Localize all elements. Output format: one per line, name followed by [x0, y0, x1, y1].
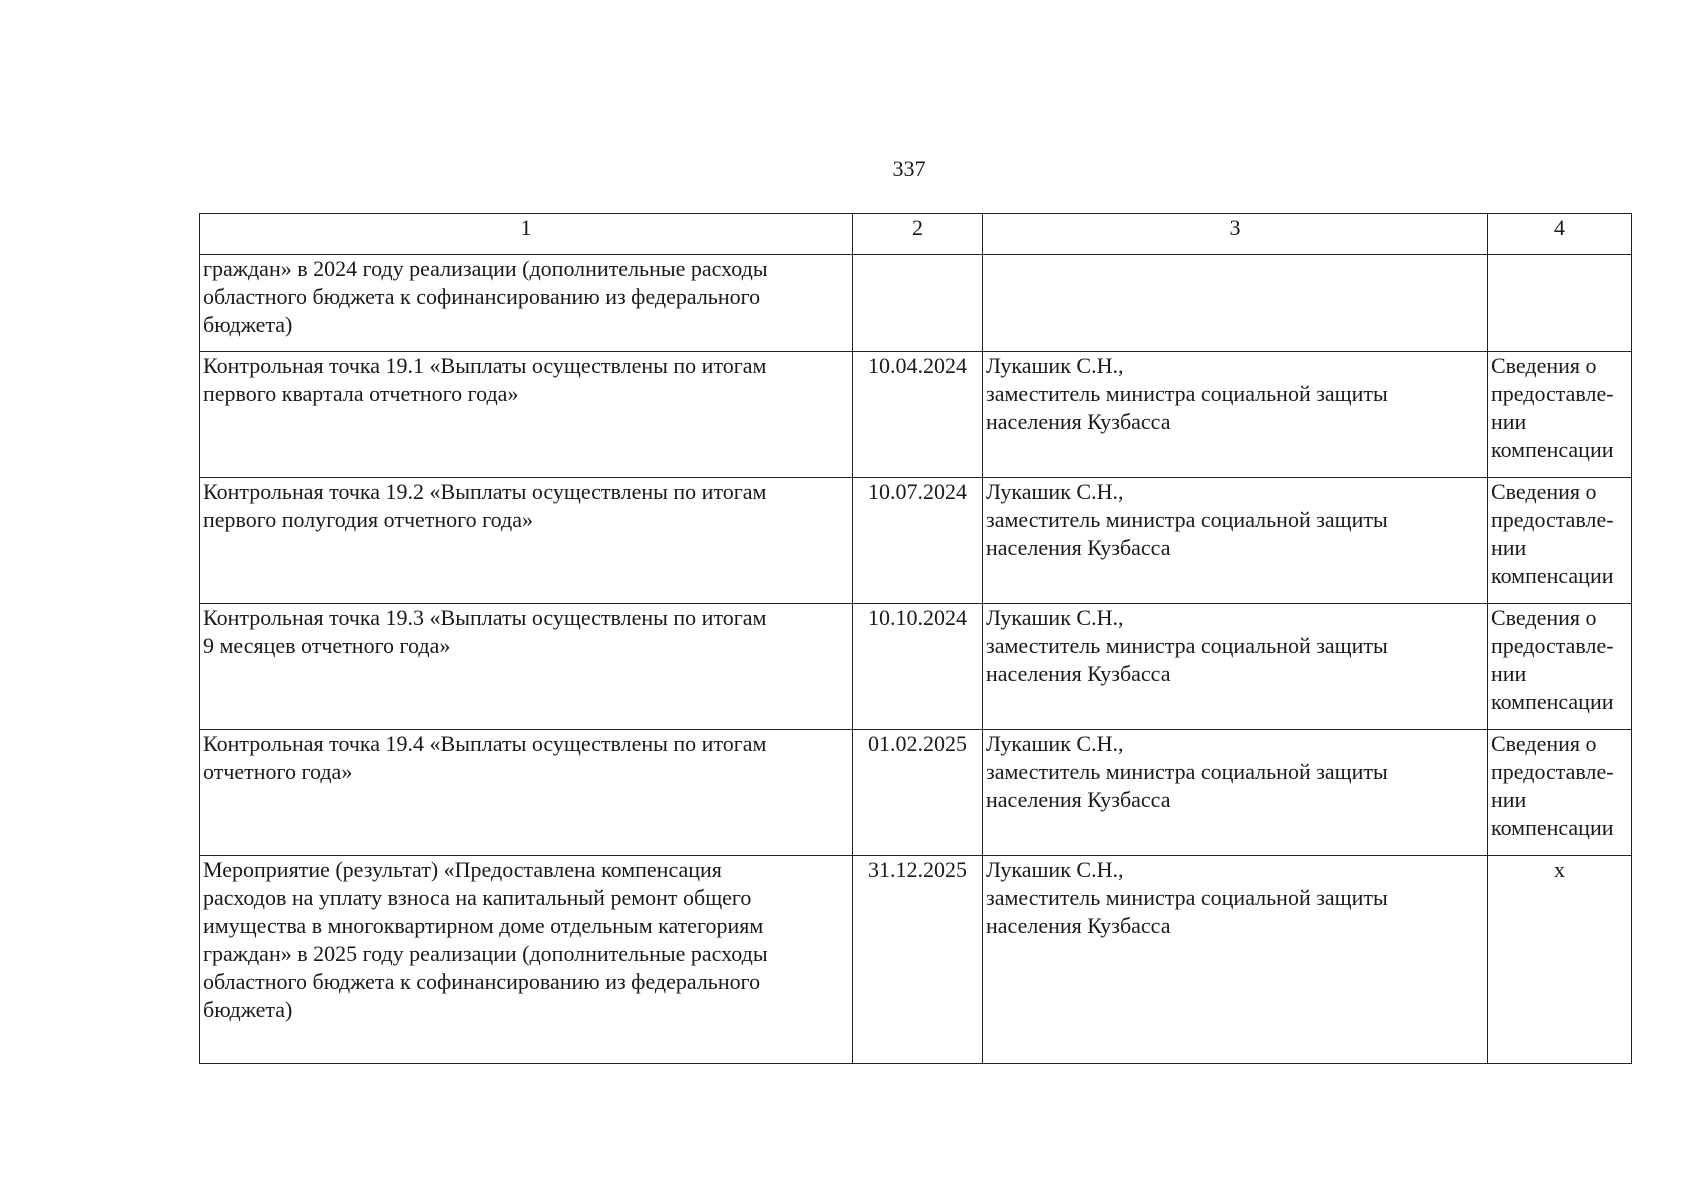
- cell-col4-line: Сведения о: [1491, 731, 1597, 756]
- cell-col1-line: расходов на уплату взноса на капитальный ремонт общего: [203, 885, 752, 910]
- cell-col3-line: заместитель министра социальной защиты: [986, 885, 1388, 910]
- cell-col1-line: Мероприятие (результат) «Предоставлена компенсация: [203, 857, 722, 882]
- page-number: 337: [892, 156, 926, 181]
- cell-col1-line: граждан» в 2025 году реализации (дополнительные расходы: [203, 941, 768, 966]
- cell-col4: [1488, 856, 1632, 1064]
- header-cell-col2: 2: [853, 214, 983, 255]
- cell-col1: [200, 255, 853, 352]
- cell-col4-line: компенсации: [1491, 437, 1614, 462]
- cell-col1-line: имущества в многоквартирном доме отдельным категориям: [203, 913, 764, 938]
- cell-col4-line: компенсации: [1491, 815, 1614, 840]
- cell-col4-line: предоставле-: [1491, 507, 1614, 532]
- cell-col3-line: Лукашик С.Н.,: [986, 353, 1124, 378]
- cell-col4: [1488, 352, 1632, 478]
- cell-col4-line: предоставле-: [1491, 633, 1614, 658]
- cell-col4-line: предоставле-: [1491, 381, 1614, 406]
- cell-col4-line: х: [1554, 857, 1565, 882]
- cell-col3-line: населения Кузбасса: [986, 409, 1171, 434]
- cell-col4-line: нии: [1491, 535, 1527, 560]
- cell-col1: [200, 730, 853, 856]
- cell-col4-line: нии: [1491, 409, 1527, 434]
- cell-col1-line: граждан» в 2024 году реализации (дополнительные расходы: [203, 256, 768, 281]
- cell-col2-date: 10.10.2024: [853, 604, 983, 730]
- cell-col1-line: первого квартала отчетного года»: [203, 381, 519, 406]
- cell-col1-line: бюджета): [203, 997, 293, 1022]
- cell-col1: [200, 604, 853, 730]
- table-row: [200, 478, 1632, 604]
- cell-col4-line: компенсации: [1491, 689, 1614, 714]
- cell-col3: [983, 730, 1488, 856]
- cell-col4-line: Сведения о: [1491, 605, 1597, 630]
- cell-col3-line: населения Кузбасса: [986, 787, 1171, 812]
- cell-col4: [1488, 730, 1632, 856]
- cell-col4-line: предоставле-: [1491, 759, 1614, 784]
- cell-col4: [1488, 604, 1632, 730]
- header-cell-col4: 4: [1488, 214, 1632, 255]
- table-row: [200, 604, 1632, 730]
- document-table: [199, 213, 1632, 1064]
- cell-col3-line: Лукашик С.Н.,: [986, 857, 1124, 882]
- cell-col3: [983, 856, 1488, 1064]
- table-header-row: [200, 214, 1632, 255]
- cell-col1: [200, 352, 853, 478]
- header-cell-col3: 3: [983, 214, 1488, 255]
- cell-col1-line: бюджета): [203, 312, 293, 337]
- cell-col3-line: заместитель министра социальной защиты: [986, 633, 1388, 658]
- cell-col3-line: населения Кузбасса: [986, 913, 1171, 938]
- cell-col1-line: областного бюджета к софинансированию из федерального: [203, 284, 761, 309]
- cell-col1-line: Контрольная точка 19.2 «Выплаты осуществлены по итогам: [203, 479, 767, 504]
- cell-col3-line: заместитель министра социальной защиты: [986, 381, 1388, 406]
- cell-col3: [983, 352, 1488, 478]
- cell-col3-line: населения Кузбасса: [986, 661, 1171, 686]
- cell-col2-date: 10.07.2024: [853, 478, 983, 604]
- table-row: [200, 730, 1632, 856]
- header-cell-col1: 1: [200, 214, 853, 255]
- cell-col1-line: Контрольная точка 19.4 «Выплаты осуществлены по итогам: [203, 731, 767, 756]
- table-row: [200, 255, 1632, 352]
- cell-col1: [200, 478, 853, 604]
- cell-col2-date: [853, 255, 983, 352]
- cell-col2-date: 01.02.2025: [853, 730, 983, 856]
- cell-col4: [1488, 478, 1632, 604]
- cell-col1-line: отчетного года»: [203, 759, 353, 784]
- cell-col3-line: Лукашик С.Н.,: [986, 479, 1124, 504]
- table-row: [200, 352, 1632, 478]
- cell-col4-line: Сведения о: [1491, 479, 1597, 504]
- cell-col2-date: 10.04.2024: [853, 352, 983, 478]
- cell-col1-line: первого полугодия отчетного года»: [203, 507, 533, 532]
- cell-col2-date: 31.12.2025: [853, 856, 983, 1064]
- cell-col3-line: населения Кузбасса: [986, 535, 1171, 560]
- cell-col3: [983, 478, 1488, 604]
- cell-col1-line: 9 месяцев отчетного года»: [203, 633, 451, 658]
- cell-col3: [983, 604, 1488, 730]
- cell-col4-line: нии: [1491, 787, 1527, 812]
- cell-col4-line: Сведения о: [1491, 353, 1597, 378]
- cell-col1: [200, 856, 853, 1064]
- table-row: [200, 856, 1632, 1064]
- cell-col4: [1488, 255, 1632, 352]
- cell-col3-line: Лукашик С.Н.,: [986, 731, 1124, 756]
- cell-col1-line: Контрольная точка 19.1 «Выплаты осуществлены по итогам: [203, 353, 767, 378]
- cell-col1-line: областного бюджета к софинансированию из федерального: [203, 969, 761, 994]
- cell-col4-line: нии: [1491, 661, 1527, 686]
- cell-col1-line: Контрольная точка 19.3 «Выплаты осуществлены по итогам: [203, 605, 767, 630]
- cell-col3-line: заместитель министра социальной защиты: [986, 759, 1388, 784]
- cell-col3-line: заместитель министра социальной защиты: [986, 507, 1388, 532]
- cell-col4-line: компенсации: [1491, 563, 1614, 588]
- cell-col3: [983, 255, 1488, 352]
- cell-col3-line: Лукашик С.Н.,: [986, 605, 1124, 630]
